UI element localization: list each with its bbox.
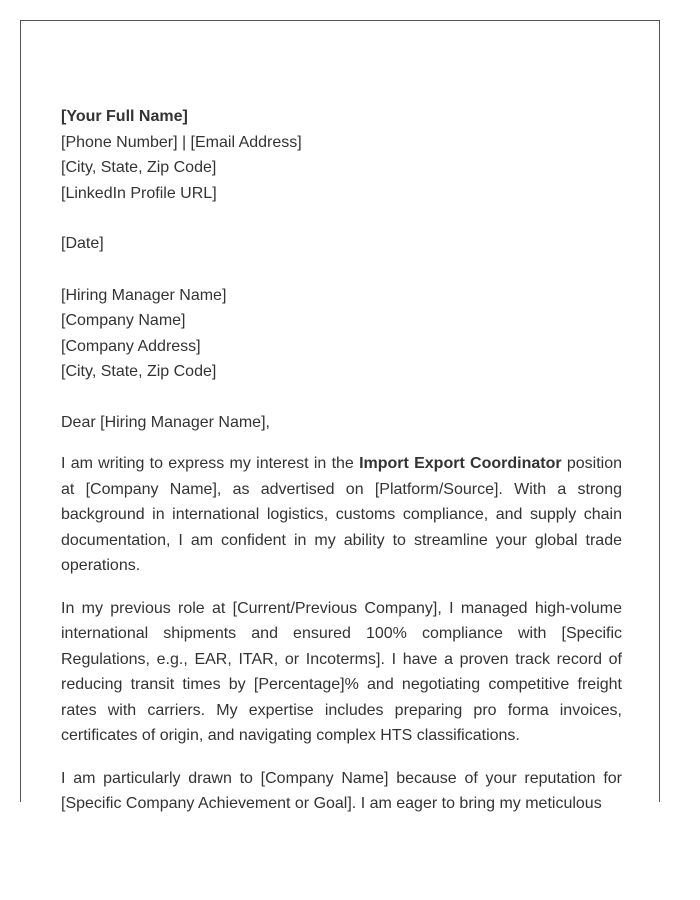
paragraph-1-text-start: I am writing to express my interest in the — [61, 455, 360, 472]
letter-date: [Date] — [61, 235, 104, 252]
spacer — [61, 206, 622, 231]
sender-city: [City, State, Zip Code] — [61, 159, 217, 176]
recipient-company: [Company Name] — [61, 312, 186, 329]
spacer — [61, 257, 622, 283]
sender-block — [61, 104, 622, 206]
spacer — [61, 385, 622, 410]
recipient-block — [61, 283, 622, 385]
recipient-manager: [Hiring Manager Name] — [61, 286, 227, 304]
paragraph-1-text-end: position at [Company Name], as advertised on [Platform/Source]. With a strong background in international logistics, customs compliance, and supply chain documentation, I am confident in my ability to streamline your global trade operations. — [61, 455, 622, 574]
sender-name: [Your Full Name] — [61, 108, 188, 125]
letter-content — [61, 104, 622, 817]
recipient-city: [City, State, Zip Code] — [61, 363, 217, 380]
sender-contact: [Phone Number] | [Email Address] — [61, 133, 302, 151]
job-title: Import Export Coordinator — [359, 455, 562, 472]
body-paragraph-1 — [61, 451, 622, 579]
recipient-address: [Company Address] — [61, 337, 201, 355]
sender-linkedin: [LinkedIn Profile URL] — [61, 184, 217, 202]
body-paragraph-2: In my previous role at [Current/Previous Company], I managed high-volume international shipments and ensured 100% compliance with [Specific Regulations, e.g., EAR, ITAR, or Incoterms]. I have a proven track record of reducing transit times by [Percentage]% and negotiating competitive freight rates with carriers. My expertise includes preparing pro forma invoices, certificates of origin, and navigating complex HTS classifications. — [61, 599, 622, 744]
salutation: Dear [Hiring Manager Name], — [61, 413, 270, 431]
letter-page — [20, 20, 660, 812]
body-paragraph-3: I am particularly drawn to [Company Name] because of your reputation for [Specific Company Achievement or Goal]. I am eager to bring my meticulous — [61, 769, 622, 812]
